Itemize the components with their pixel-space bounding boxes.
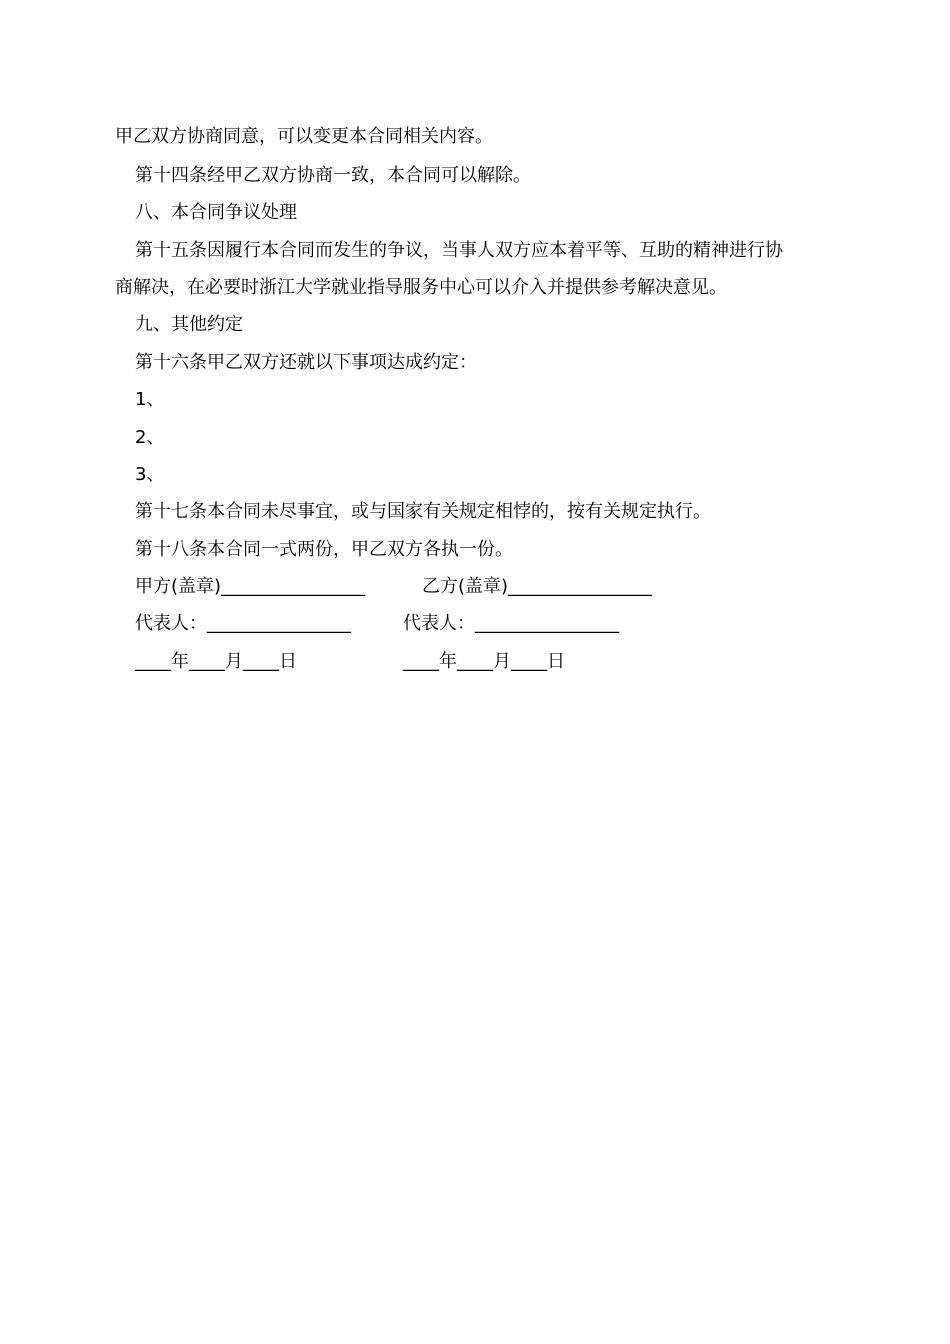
party-b-seal-field: 乙方(盖章)________________ [422,576,653,597]
paragraph-continuation: 甲乙双方协商同意，可以变更本合同相关内容。 [115,126,493,147]
article-18: 第十八条本合同一式两份，甲乙双方各执一份。 [135,539,513,560]
article-16: 第十六条甲乙双方还就以下事项达成约定： [135,352,477,373]
article-17: 第十七条本合同未尽事宜，或与国家有关规定相悖的，按有关规定执行。 [135,501,711,522]
party-b-representative-field: 代表人：________________ [403,613,619,634]
list-item-3: 3、 [135,464,165,485]
section-heading-dispute: 八、本合同争议处理 [135,202,297,223]
section-heading-other: 九、其他约定 [135,314,243,335]
list-item-2: 2、 [135,427,165,448]
party-a-seal-field: 甲方(盖章)________________ [135,576,366,597]
party-b-date-field: ____年____月____日 [403,651,565,672]
article-14: 第十四条经甲乙双方协商一致，本合同可以解除。 [135,165,531,186]
article-15-line-1: 第十五条因履行本合同而发生的争议，当事人双方应本着平等、互助的精神进行协 [135,240,783,261]
party-a-representative-field: 代表人：________________ [135,613,351,634]
article-15-line-2: 商解决，在必要时浙江大学就业指导服务中心可以介入并提供参考解决意见。 [115,277,727,298]
party-a-date-field: ____年____月____日 [135,651,297,672]
list-item-1: 1、 [135,389,165,410]
